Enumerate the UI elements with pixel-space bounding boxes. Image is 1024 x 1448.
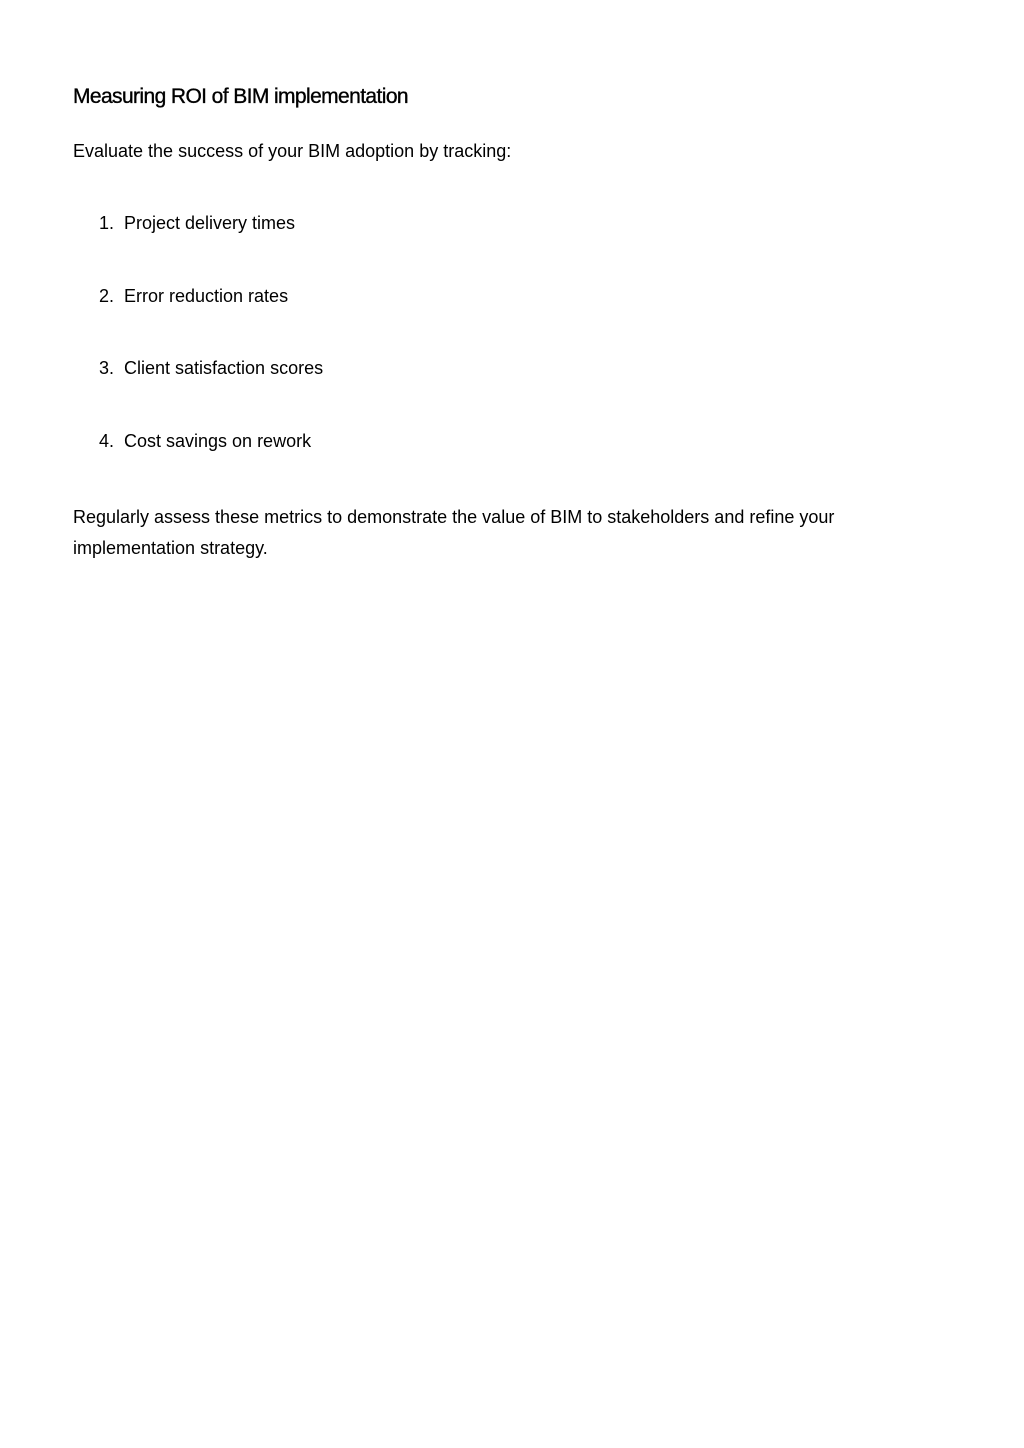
list-item bbox=[99, 285, 288, 307]
list-item bbox=[99, 430, 311, 452]
list-text: Client satisfaction scores bbox=[124, 358, 324, 378]
list-item bbox=[99, 357, 323, 379]
list-number: 4. bbox=[99, 431, 115, 451]
list-text: Cost savings on rework bbox=[124, 431, 312, 451]
list-item bbox=[99, 212, 295, 234]
list-text: Project delivery times bbox=[124, 213, 296, 233]
list-number: 1. bbox=[99, 213, 115, 233]
list-number: 3. bbox=[99, 358, 115, 378]
closing-paragraph: Regularly assess these metrics to demonstrate the value of BIM to stakeholders and refine your implementation strategy. bbox=[73, 507, 835, 558]
list-number: 2. bbox=[99, 286, 115, 306]
page-title: Measuring ROI of BIM implementation bbox=[73, 85, 408, 108]
intro-paragraph: Evaluate the success of your BIM adoption by tracking: bbox=[73, 141, 512, 161]
list-text: Error reduction rates bbox=[124, 286, 289, 306]
